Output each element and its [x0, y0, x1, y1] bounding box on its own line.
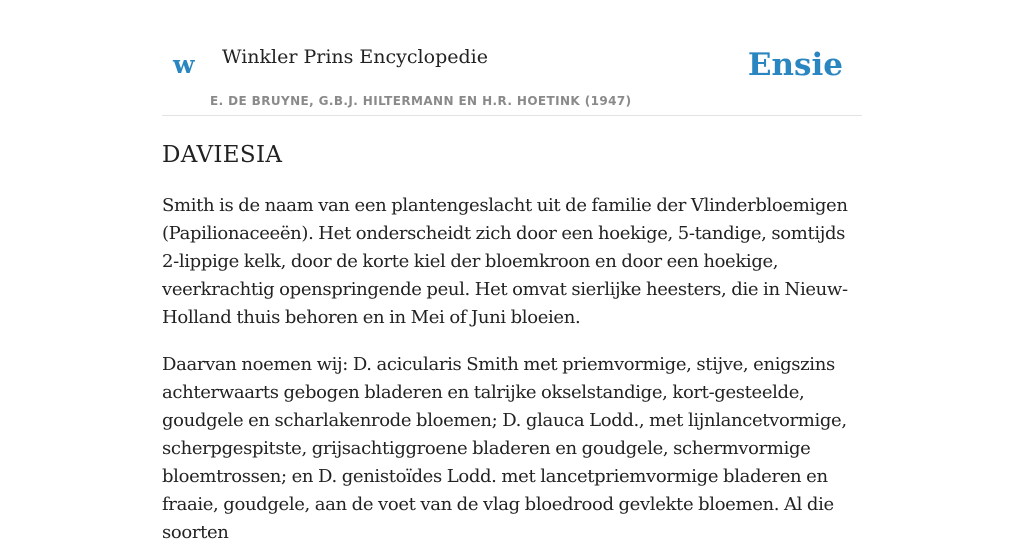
article-paragraph-1: Smith is de naam van een plantengeslacht uit de familie der Vlinderbloemigen (Papilionaceeën). Het onderscheidt zich door een hoekige, 5-tandige, somtijds 2-lippige kelk, door de korte kiel der bloemkroon en door een hoekige, veerkrachtig openspringende peul. Het omvat sierlijke heesters, die in Nieuw-Holland thuis behoren en in Mei of Juni bloeien. [162, 195, 848, 328]
publication-title-link[interactable]: Winkler Prins Encyclopedie [222, 46, 488, 68]
site-header [162, 0, 862, 116]
publication-authors: E. DE BRUYNE, G.B.J. HILTERMANN EN H.R. HOETINK (1947) [210, 94, 632, 108]
entry-title: DAVIESIA [162, 142, 283, 168]
ensie-brand-logo[interactable]: Ensie [747, 47, 843, 83]
article-content [162, 138, 862, 547]
article-paragraph-2: Daarvan noemen wij: D. acicularis Smith met priemvormige, stijve, enigszins achterwaarts gebogen bladeren en talrijke okselstandige, kort-gesteelde, goudgele en scharlakenrode bloemen; D. glauca Lodd., met lijnlancetvormige, scherpgespitste, grijsachtiggroene bladeren en goudgele, schermvormige bloemtrossen; en D. genistoïdes Lodd. met lancetpriemvormige bladeren en fraaie, goudgele, aan de voet van de vlag bloedrood gevlekte bloemen. Al die soorten [162, 354, 847, 543]
winkler-prins-logo[interactable]: w [173, 50, 195, 79]
